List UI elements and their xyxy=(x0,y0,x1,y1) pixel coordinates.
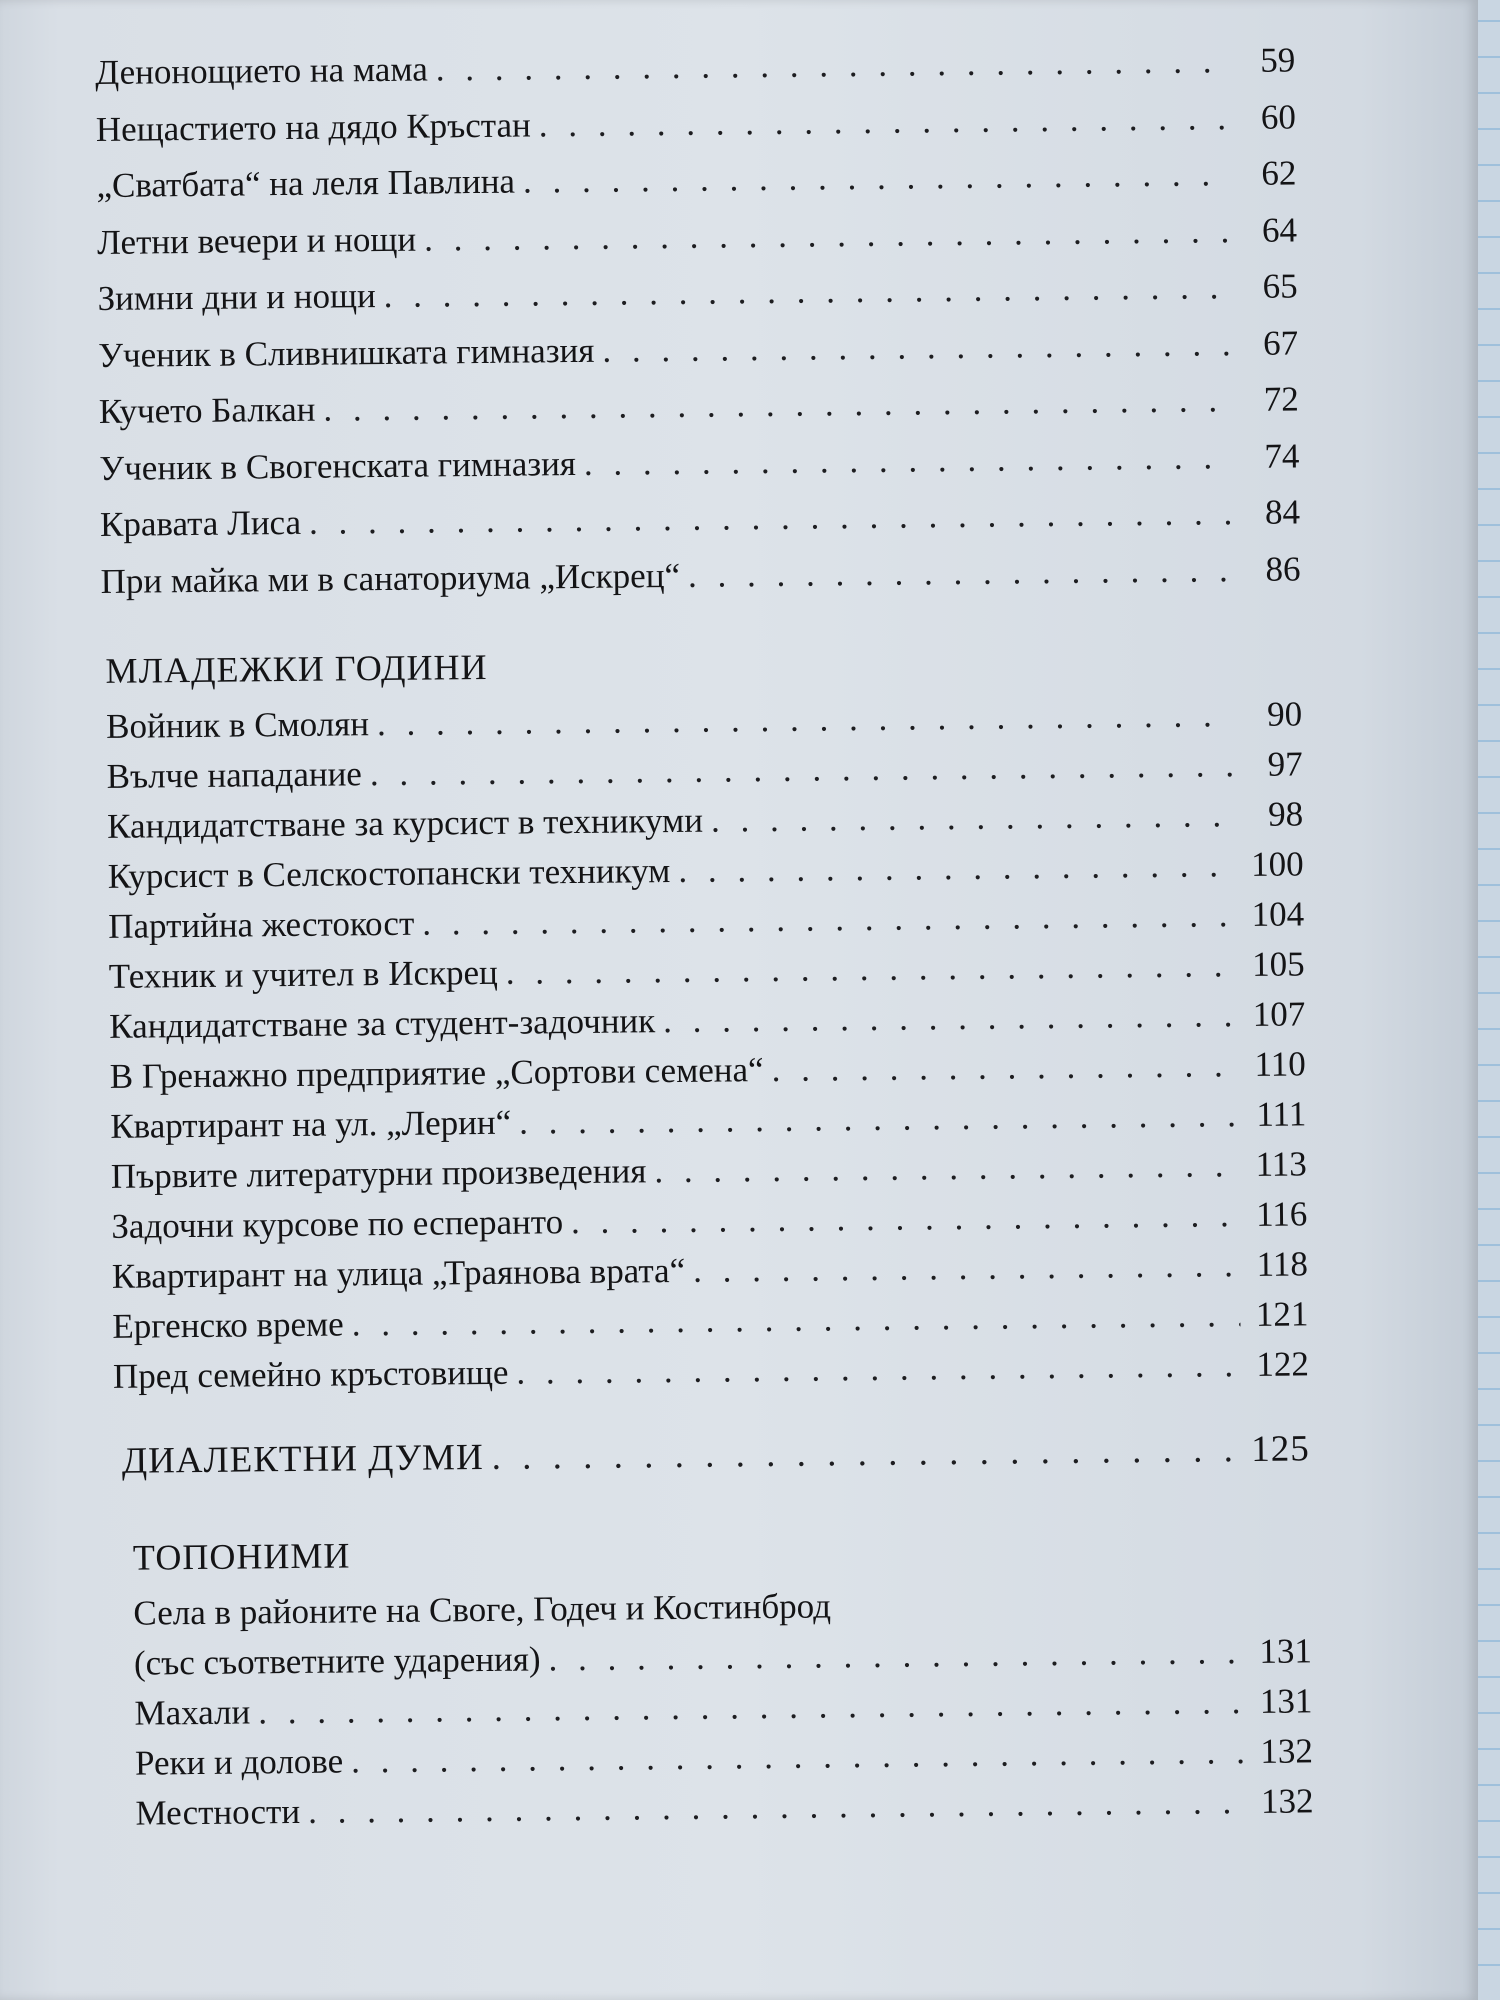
entry-title: Ученик в Сливнишката гимназия xyxy=(98,330,595,375)
entry-title: Кандидатстване за курсист в техникуми xyxy=(106,800,704,846)
entry-title: Зимни дни и нощи xyxy=(97,276,376,318)
section-heading: ТОПОНИМИ xyxy=(132,1534,351,1578)
entry-title: Местности xyxy=(135,1791,301,1833)
leader-dots xyxy=(678,840,1236,896)
entry-page: 59 xyxy=(1260,40,1296,80)
entry-title: Пред семейно кръстовище xyxy=(112,1352,509,1396)
entry-title: „Сватбата“ на леля Павлина xyxy=(96,161,516,205)
entry-title: Нещастието на дядо Кръстан xyxy=(95,104,531,149)
entry-title: Партийна жестокост xyxy=(108,903,415,946)
entry-title: Денонощието на мама xyxy=(95,49,428,92)
toc-entry-dialect xyxy=(122,1421,1311,1490)
leader-dots xyxy=(377,690,1235,749)
leader-dots xyxy=(584,429,1232,492)
section-childhood xyxy=(95,32,1301,610)
leader-dots xyxy=(548,1627,1244,1684)
entry-page: 86 xyxy=(1265,548,1301,589)
entry-page: 72 xyxy=(1263,379,1299,419)
entry-page: 74 xyxy=(1264,435,1300,476)
entry-title: Махали xyxy=(134,1691,251,1733)
entry-title: Кучето Балкан xyxy=(98,389,316,431)
leader-dots xyxy=(654,1140,1239,1196)
leader-dots xyxy=(688,542,1233,604)
leader-dots xyxy=(308,1777,1246,1837)
entry-title: Квартирант на ул. „Лерин“ xyxy=(110,1102,512,1146)
entry-page: 65 xyxy=(1262,266,1298,306)
table-of-contents xyxy=(95,32,1314,1838)
entry-page: 132 xyxy=(1260,1730,1314,1771)
entry-page: 107 xyxy=(1252,994,1306,1034)
leader-dots xyxy=(602,316,1230,379)
leader-dots xyxy=(323,372,1231,438)
entry-page: 98 xyxy=(1267,794,1304,834)
leader-dots xyxy=(383,259,1229,324)
leader-dots xyxy=(663,990,1238,1046)
entry-title: ДИАЛЕКТНИ ДУМИ xyxy=(121,1437,484,1482)
entry-title: Курсист в Селскостопански техникум xyxy=(107,851,671,896)
entry-page: 62 xyxy=(1261,153,1297,193)
entry-title: В Гренажно предприятие „Сортови семена“ xyxy=(109,1050,764,1096)
entry-page: 111 xyxy=(1256,1094,1307,1134)
entry-page: 90 xyxy=(1266,694,1303,734)
entry-page: 121 xyxy=(1255,1294,1309,1334)
entry-page: 125 xyxy=(1251,1428,1310,1470)
entry-title: Летни вечери и нощи xyxy=(96,219,417,262)
leader-dots xyxy=(424,203,1230,268)
entry-title: Първите литературни произведения xyxy=(110,1151,647,1196)
leader-dots xyxy=(435,33,1227,98)
leader-dots xyxy=(711,790,1236,845)
entry-page: 60 xyxy=(1260,96,1297,137)
entry-page: 116 xyxy=(1255,1194,1308,1234)
entry-title: Войник в Смолян xyxy=(105,704,370,746)
entry-title: (със съответните ударения) xyxy=(133,1638,541,1683)
entry-page: 104 xyxy=(1251,894,1305,934)
entry-title: Кандидатстване за студент-задочник xyxy=(109,1001,656,1046)
leader-dots xyxy=(771,1040,1238,1095)
leader-dots xyxy=(370,740,1235,799)
leader-dots xyxy=(519,1090,1239,1148)
entry-title: При майка ми в санаториума „Искрец“ xyxy=(100,555,681,601)
entry-page: 122 xyxy=(1256,1344,1310,1384)
leader-dots xyxy=(693,1240,1240,1296)
entry-page: 105 xyxy=(1251,944,1305,984)
leader-dots xyxy=(422,890,1236,949)
leader-dots xyxy=(309,485,1232,551)
section-heading: МЛАДЕЖКИ ГОДИНИ xyxy=(105,646,488,691)
entry-title: Села в районите на Своге, Годеч и Костинброд xyxy=(133,1585,832,1633)
leader-dots xyxy=(571,1190,1240,1247)
entry-title: Ученик в Свогенската гимназия xyxy=(99,443,577,488)
entry-page: 131 xyxy=(1259,1680,1313,1721)
entry-title: Реки и долове xyxy=(134,1740,344,1783)
entry-page: 64 xyxy=(1261,209,1298,250)
entry-page: 131 xyxy=(1259,1630,1313,1671)
entry-page: 84 xyxy=(1264,492,1301,532)
leader-dots xyxy=(523,146,1229,210)
entry-title: Кравата Лиса xyxy=(99,502,302,544)
entry-page: 97 xyxy=(1267,744,1303,784)
section-youth xyxy=(106,689,1309,1401)
entry-page: 100 xyxy=(1250,844,1304,884)
leader-dots xyxy=(506,940,1237,998)
entry-title: Задочни курсове по есперанто xyxy=(111,1202,564,1246)
entry-page: 67 xyxy=(1262,322,1299,363)
entry-page: 118 xyxy=(1256,1244,1309,1284)
entry-title: Вълче нападание xyxy=(106,754,363,796)
leader-dots xyxy=(491,1422,1242,1486)
leader-dots xyxy=(516,1340,1241,1398)
entry-title: Техник и учител в Искрец xyxy=(108,952,498,996)
entry-title: Ергенско време xyxy=(112,1304,344,1346)
toc-entry xyxy=(100,541,1301,610)
entry-page: 132 xyxy=(1260,1780,1314,1821)
section-toponyms xyxy=(133,1576,1314,1838)
entry-title: Квартирант на улица „Траянова врата“ xyxy=(111,1250,686,1296)
notebook-edge xyxy=(1478,0,1500,2000)
entry-page: 110 xyxy=(1254,1044,1306,1084)
leader-dots xyxy=(538,90,1228,154)
entry-page: 113 xyxy=(1255,1144,1307,1184)
